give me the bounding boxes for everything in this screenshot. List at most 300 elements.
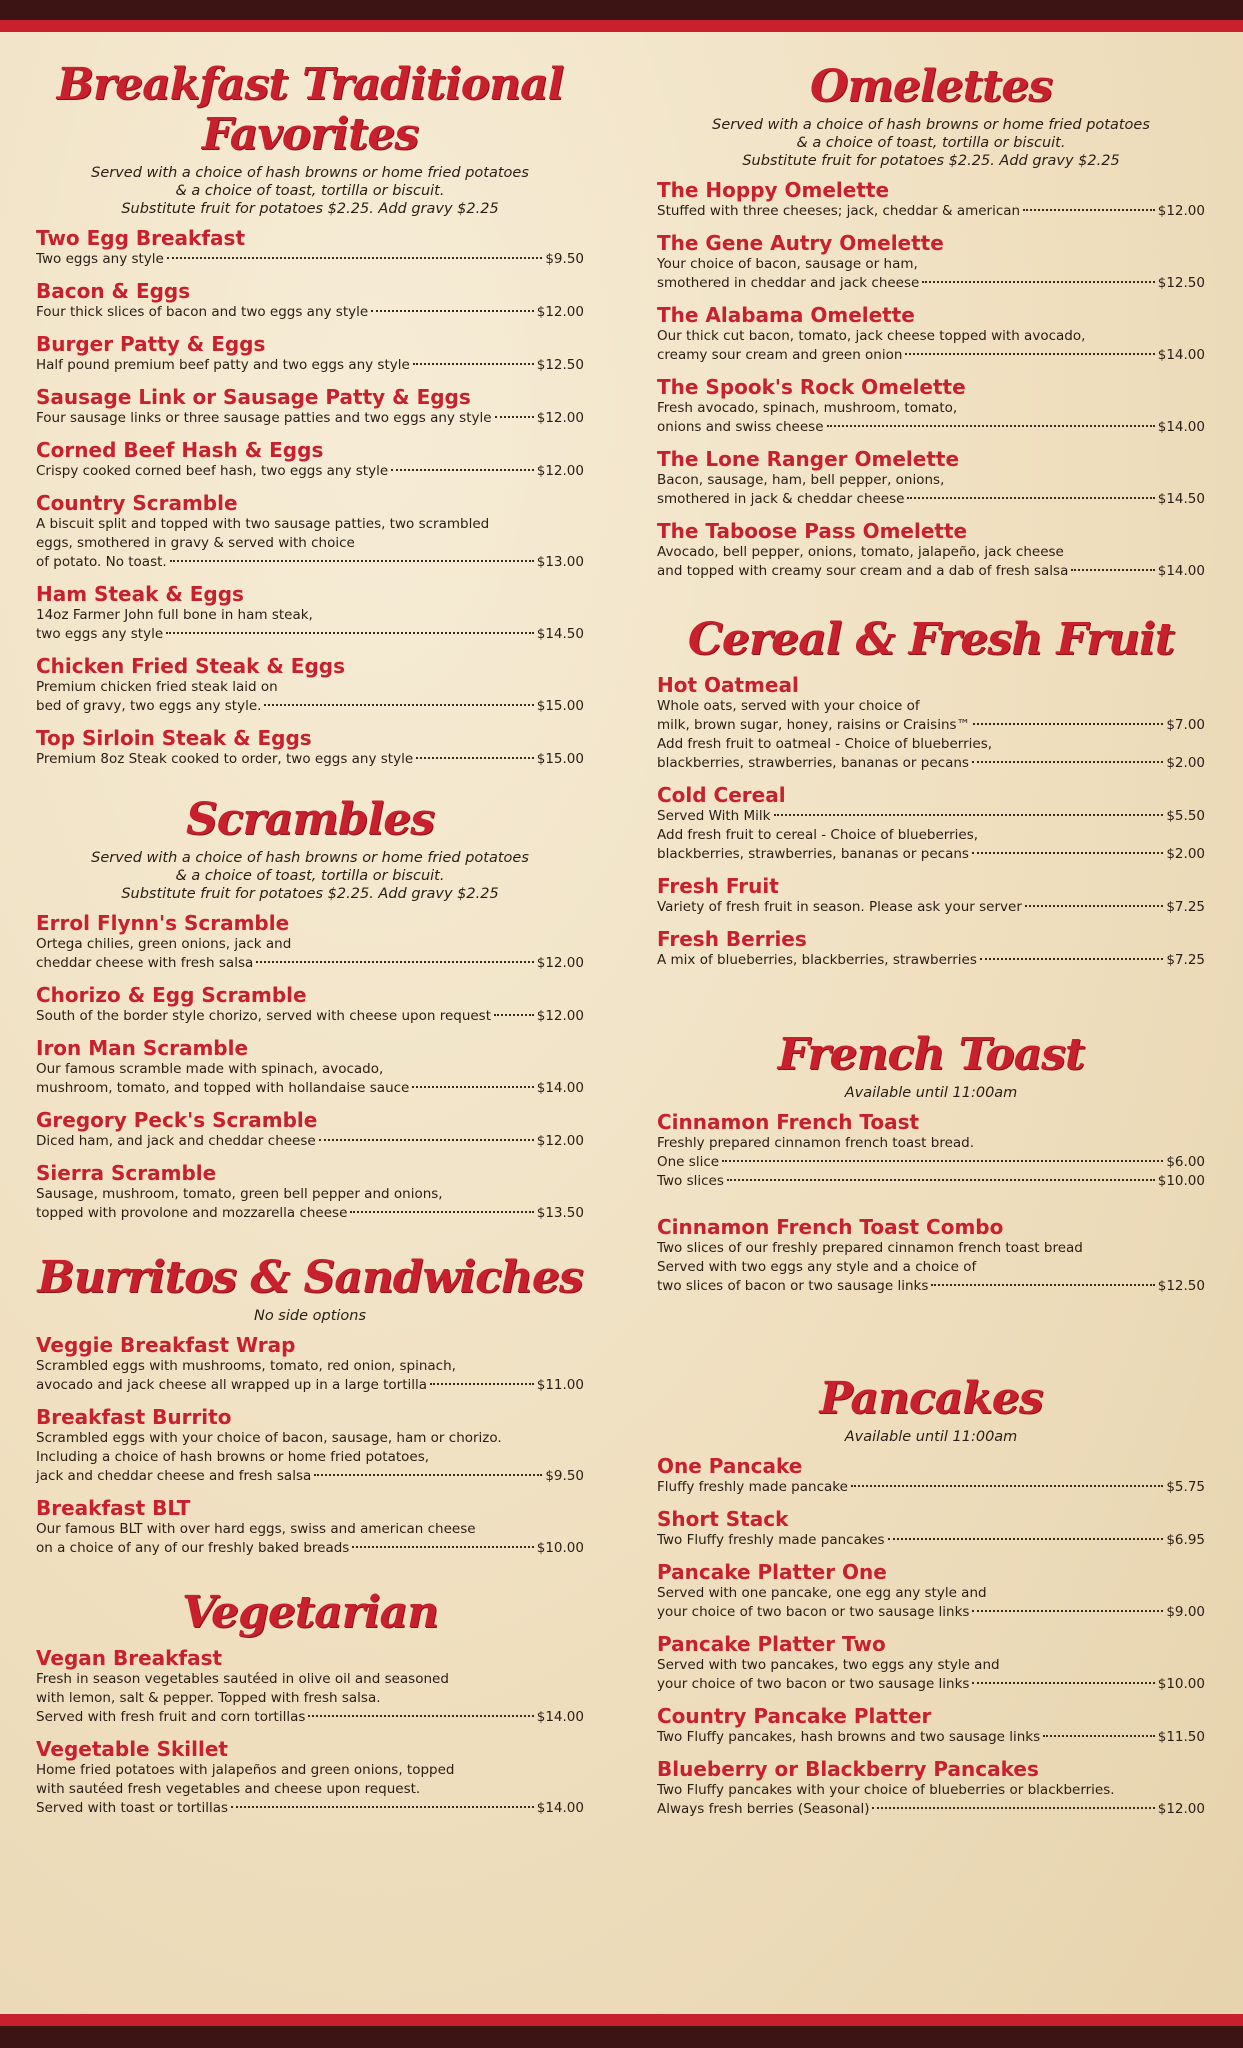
section-title: Pancakes [819, 1373, 1043, 1424]
item-description: smothered in cheddar and jack cheese [657, 275, 920, 291]
item-price: $12.50 [1157, 275, 1205, 291]
item-description-line [657, 826, 1205, 845]
item-description: with lemon, salt & pepper. Topped with fresh salsa. [36, 1690, 381, 1706]
item-description-line [36, 954, 584, 973]
dot-leader [308, 1715, 533, 1717]
item-description-line [657, 697, 1205, 716]
item-description-line [36, 678, 584, 697]
item-name: Chicken Fried Steak & Eggs [36, 654, 345, 678]
item-description-line [36, 1780, 584, 1799]
item-description: mushroom, tomato, and topped with hollandaise sauce [36, 1080, 410, 1096]
item-price: $6.95 [1166, 1532, 1205, 1548]
item-description-line [657, 1728, 1205, 1747]
item-description-line [36, 1185, 584, 1204]
menu-section-cereal [657, 615, 1205, 970]
menu-item [36, 385, 584, 428]
item-name: Breakfast BLT [36, 1496, 191, 1520]
item-description: Two slices [657, 1173, 724, 1189]
dot-leader [851, 1485, 1163, 1487]
item-description: two slices of bacon or two sausage links [657, 1278, 929, 1294]
menu-section-vegetarian [36, 1588, 584, 1818]
top-red-stripe [0, 20, 1243, 32]
item-name: Bacon & Eggs [36, 279, 191, 303]
item-name: Fresh Fruit [657, 874, 779, 898]
item-name: Gregory Peck's Scramble [36, 1108, 318, 1132]
menu-column-right [657, 32, 1205, 1829]
item-description: two eggs any style [36, 626, 164, 642]
item-price: $12.00 [536, 304, 584, 320]
item-description: Two Fluffy pancakes with your choice of blueberries or blackberries. [657, 1782, 1115, 1798]
menu-item [657, 783, 1205, 864]
dot-leader [972, 852, 1163, 854]
item-name: Sierra Scramble [36, 1161, 217, 1185]
menu-item [657, 303, 1205, 365]
item-price: $14.00 [536, 1080, 584, 1096]
menu-item [36, 279, 584, 322]
menu-item [657, 178, 1205, 221]
item-description-line [36, 1376, 584, 1395]
menu-section-burritos [36, 1253, 584, 1558]
item-description: A biscuit split and topped with two sausage patties, two scrambled [36, 516, 490, 532]
item-name: Vegan Breakfast [36, 1646, 223, 1670]
item-description-line [657, 255, 1205, 274]
item-name: The Spook's Rock Omelette [657, 375, 966, 399]
item-price: $10.00 [1157, 1173, 1205, 1189]
item-price: $2.00 [1166, 846, 1205, 862]
item-price: $10.00 [1157, 1676, 1205, 1692]
item-description-line [657, 327, 1205, 346]
dot-leader [722, 1160, 1163, 1162]
item-price: $13.50 [536, 1205, 584, 1221]
item-description-line [36, 1520, 584, 1539]
item-description-line [36, 1060, 584, 1079]
menu-item [657, 1215, 1205, 1296]
item-price: $12.00 [536, 410, 584, 426]
dot-leader [350, 1211, 533, 1213]
menu-item [657, 927, 1205, 970]
item-description-line [36, 1467, 584, 1486]
item-price: $14.00 [1157, 419, 1205, 435]
item-description-line [36, 1079, 584, 1098]
bottom-red-stripe [0, 2014, 1243, 2026]
item-description: Your choice of bacon, sausage or ham, [657, 256, 918, 272]
menu-item [36, 438, 584, 481]
dot-leader [264, 704, 533, 706]
item-name: Hot Oatmeal [657, 673, 799, 697]
item-description: Two Fluffy freshly made pancakes [657, 1532, 885, 1548]
menu-item [657, 447, 1205, 509]
item-price: $14.00 [536, 1800, 584, 1816]
menu-item [36, 332, 584, 375]
item-description: blackberries, strawberries, bananas or pecans [657, 846, 969, 862]
item-name: Cinnamon French Toast Combo [657, 1215, 1004, 1239]
item-description: Two eggs any style [36, 251, 164, 267]
item-description-line [36, 1761, 584, 1780]
dot-leader [774, 814, 1164, 816]
menu-item [36, 1333, 584, 1395]
item-name: The Alabama Omelette [657, 303, 915, 327]
item-description-line [657, 1656, 1205, 1675]
menu-items-list [36, 1646, 584, 1818]
item-description-line [36, 1799, 584, 1818]
item-description: Fresh avocado, spinach, mushroom, tomato, [657, 400, 958, 416]
item-description: onions and swiss cheese [657, 419, 824, 435]
item-description-line [657, 1531, 1205, 1550]
dot-leader [905, 353, 1154, 355]
item-description-line [657, 735, 1205, 754]
menu-item [36, 491, 584, 572]
item-description: Served with two pancakes, two eggs any style and [657, 1657, 1000, 1673]
item-price: $15.00 [536, 751, 584, 767]
item-price: $14.50 [536, 626, 584, 642]
item-description: jack and cheddar cheese and fresh salsa [36, 1468, 312, 1484]
item-description-line [657, 399, 1205, 418]
item-description: Avocado, bell pepper, onions, tomato, jalapeño, jack cheese [657, 544, 1064, 560]
item-description-line [657, 1277, 1205, 1296]
section-note: Served with a choice of hash browns or home fried potatoes & a choice of toast, tortilla or biscuit. Substitute fruit for potatoes $2.25. Add gravy $2.25 [91, 850, 529, 902]
menu-item [657, 874, 1205, 917]
item-description-line [657, 1584, 1205, 1603]
item-name: Chorizo & Egg Scramble [36, 983, 307, 1007]
item-description-line [657, 346, 1205, 365]
item-description-line [657, 1258, 1205, 1277]
dot-leader [371, 310, 534, 312]
item-description-line [36, 1689, 584, 1708]
item-description: Two Fluffy pancakes, hash browns and two sausage links [657, 1729, 1041, 1745]
item-name: Errol Flynn's Scramble [36, 911, 290, 935]
item-price: $12.50 [1157, 1278, 1205, 1294]
menu-item [36, 654, 584, 716]
item-description-line [36, 356, 584, 375]
item-description-line [657, 562, 1205, 581]
item-description: Bacon, sausage, ham, bell pepper, onions, [657, 472, 945, 488]
item-description: Stuffed with three cheeses; jack, cheddar & american [657, 203, 1021, 219]
item-description: Four sausage links or three sausage patties and two eggs any style [36, 410, 492, 426]
menu-item [657, 1454, 1205, 1497]
item-description: Scrambled eggs with mushrooms, tomato, red onion, spinach, [36, 1358, 456, 1374]
menu-section-pancakes [657, 1374, 1205, 1819]
item-price: $11.00 [536, 1377, 584, 1393]
menu-item [657, 673, 1205, 773]
menu-item [657, 1560, 1205, 1622]
menu-section-scrambles [36, 795, 584, 1223]
dot-leader [1043, 1735, 1155, 1737]
menu-item [36, 1108, 584, 1151]
item-description: your choice of two bacon or two sausage links [657, 1676, 970, 1692]
item-description: Home fried potatoes with jalapeños and green onions, topped [36, 1762, 455, 1778]
item-description: Freshly prepared cinnamon french toast bread. [657, 1135, 975, 1151]
item-description-line [36, 303, 584, 322]
item-name: The Lone Ranger Omelette [657, 447, 960, 471]
item-name: Vegetable Skillet [36, 1737, 228, 1761]
item-description: Whole oats, served with your choice of [657, 698, 920, 714]
item-price: $5.75 [1166, 1479, 1205, 1495]
section-title: Vegetarian [181, 1587, 439, 1638]
item-price: $10.00 [536, 1540, 584, 1556]
item-name: Cinnamon French Toast [657, 1110, 920, 1134]
item-name: Pancake Platter One [657, 1560, 887, 1584]
item-description: Premium chicken fried steak laid on [36, 679, 278, 695]
item-description-line [657, 807, 1205, 826]
item-price: $7.00 [1166, 717, 1205, 733]
item-description: Served with two eggs any style and a choice of [657, 1259, 977, 1275]
item-description: bed of gravy, two eggs any style. [36, 698, 262, 714]
item-description-line [36, 1357, 584, 1376]
menu-item [36, 726, 584, 769]
menu-items-list [657, 1110, 1205, 1296]
section-note: Served with a choice of hash browns or home fried potatoes & a choice of toast, tortilla or biscuit. Substitute fruit for potatoes $2.25. Add gravy $2.25 [712, 117, 1150, 169]
item-description-line [36, 1429, 584, 1448]
dot-leader [495, 416, 534, 418]
menu-item [657, 1632, 1205, 1694]
item-description-line [657, 1781, 1205, 1800]
menu-items-list [36, 226, 584, 769]
item-description-line [657, 543, 1205, 562]
dot-leader [1071, 569, 1154, 571]
item-description-line [36, 462, 584, 481]
dot-leader [494, 1014, 534, 1016]
item-description: Always fresh berries (Seasonal) [657, 1801, 870, 1817]
item-name: Ham Steak & Eggs [36, 582, 244, 606]
section-title: Breakfast Traditional Favorites [56, 59, 564, 160]
item-description: 14oz Farmer John full bone in ham steak, [36, 607, 313, 623]
bottom-dark-band [0, 2026, 1243, 2048]
item-description-line [36, 935, 584, 954]
item-name: The Gene Autry Omelette [657, 231, 944, 255]
section-note: Available until 11:00am [844, 1085, 1018, 1101]
dot-leader [922, 281, 1154, 283]
item-description: Served With Milk [657, 808, 771, 824]
dot-leader [167, 257, 542, 259]
dot-leader [931, 1284, 1154, 1286]
item-description-line [657, 1800, 1205, 1819]
menu-items-list [36, 911, 584, 1223]
dot-leader [972, 1610, 1163, 1612]
menu-item [657, 1110, 1205, 1191]
item-description: blackberries, strawberries, bananas or pecans [657, 755, 969, 771]
item-price: $9.50 [545, 1468, 584, 1484]
item-name: Country Pancake Platter [657, 1704, 932, 1728]
item-price: $12.00 [536, 1008, 584, 1024]
item-description-line [657, 1172, 1205, 1191]
dot-leader [888, 1538, 1164, 1540]
item-name: Fresh Berries [657, 927, 807, 951]
menu-item [657, 1507, 1205, 1550]
item-name: Corned Beef Hash & Eggs [36, 438, 324, 462]
section-note: Available until 11:00am [844, 1429, 1018, 1445]
item-description-line [36, 534, 584, 553]
item-description-line [657, 471, 1205, 490]
item-price: $7.25 [1166, 899, 1205, 915]
item-description: Half pound premium beef patty and two eggs any style [36, 357, 410, 373]
dot-leader [872, 1807, 1154, 1809]
item-description-line [657, 1153, 1205, 1172]
menu-item [36, 1646, 584, 1727]
item-price: $14.50 [1157, 491, 1205, 507]
item-description: Diced ham, and jack and cheddar cheese [36, 1133, 316, 1149]
item-name: Country Scramble [36, 491, 238, 515]
item-description: Four thick slices of bacon and two eggs any style [36, 304, 369, 320]
item-description: with sautéed fresh vegetables and cheese upon request. [36, 1781, 421, 1797]
item-description-line [36, 1708, 584, 1727]
menu-section-french-toast [657, 1030, 1205, 1296]
item-description-line [657, 845, 1205, 864]
item-description: Sausage, mushroom, tomato, green bell pepper and onions, [36, 1186, 443, 1202]
item-description-line [36, 1204, 584, 1223]
item-description-line [36, 625, 584, 644]
menu-item [657, 1757, 1205, 1819]
dot-leader [170, 560, 534, 562]
menu-item [36, 1161, 584, 1223]
item-name: Pancake Platter Two [657, 1632, 886, 1656]
item-description: your choice of two bacon or two sausage links [657, 1604, 970, 1620]
menu-section-omelettes [657, 62, 1205, 581]
dot-leader [972, 761, 1163, 763]
menu-item [657, 231, 1205, 293]
item-description-line [36, 1448, 584, 1467]
item-description: Add fresh fruit to oatmeal - Choice of blueberries, [657, 736, 993, 752]
section-title: French Toast [777, 1029, 1085, 1080]
item-price: $11.50 [1157, 1729, 1205, 1745]
section-title: Cereal & Fresh Fruit [687, 614, 1175, 665]
item-description-line [36, 1007, 584, 1026]
menu-item [36, 911, 584, 973]
item-description: on a choice of any of our freshly baked breads [36, 1540, 350, 1556]
item-price: $13.00 [536, 554, 584, 570]
item-description: Variety of fresh fruit in season. Please ask your server [657, 899, 1022, 915]
item-description-line [657, 1239, 1205, 1258]
dot-leader [391, 469, 534, 471]
item-description: Ortega chilies, green onions, jack and [36, 936, 292, 952]
menu-item [36, 582, 584, 644]
section-note: Served with a choice of hash browns or home fried potatoes & a choice of toast, tortilla or biscuit. Substitute fruit for potatoes $2.25. Add gravy $2.25 [91, 165, 529, 217]
item-description-line [36, 250, 584, 269]
menu-item [36, 1036, 584, 1098]
section-title: Scrambles [185, 794, 435, 845]
item-name: Two Egg Breakfast [36, 226, 246, 250]
item-description: Including a choice of hash browns or home fried potatoes, [36, 1449, 430, 1465]
item-description: A mix of blueberries, blackberries, strawberries [657, 952, 977, 968]
dot-leader [973, 723, 1163, 725]
item-price: $12.00 [1157, 203, 1205, 219]
item-price: $12.00 [536, 463, 584, 479]
item-price: $14.00 [1157, 563, 1205, 579]
item-price: $5.50 [1166, 808, 1205, 824]
menu-items-list [36, 1333, 584, 1558]
item-description: eggs, smothered in gravy & served with choice [36, 535, 355, 551]
item-name: Breakfast Burrito [36, 1405, 232, 1429]
item-description: South of the border style chorizo, served with cheese upon request [36, 1008, 492, 1024]
item-description-line [36, 515, 584, 534]
item-name: Blueberry or Blackberry Pancakes [657, 1757, 1039, 1781]
item-price: $2.00 [1166, 755, 1205, 771]
item-description-line [657, 490, 1205, 509]
item-description-line [657, 951, 1205, 970]
top-dark-band [0, 0, 1243, 20]
item-description: Two slices of our freshly prepared cinnamon french toast bread [657, 1240, 1083, 1256]
item-price: $6.00 [1166, 1154, 1205, 1170]
item-description: milk, brown sugar, honey, raisins or Craisins™ [657, 717, 971, 733]
item-description: topped with provolone and mozzarella cheese [36, 1205, 348, 1221]
item-description-line [657, 418, 1205, 437]
item-description-line [657, 1603, 1205, 1622]
item-description-line [36, 697, 584, 716]
menu-items-list [657, 673, 1205, 970]
menu-item [36, 983, 584, 1026]
item-name: Short Stack [657, 1507, 789, 1531]
item-description: Our famous scramble made with spinach, avocado, [36, 1061, 384, 1077]
item-description-line [36, 409, 584, 428]
item-description: Our famous BLT with over hard eggs, swiss and american cheese [36, 1521, 476, 1537]
item-price: $7.25 [1166, 952, 1205, 968]
item-description: creamy sour cream and green onion [657, 347, 903, 363]
item-price: $14.00 [536, 1709, 584, 1725]
item-description: Fluffy freshly made pancake [657, 1479, 848, 1495]
item-description: Served with one pancake, one egg any style and [657, 1585, 987, 1601]
item-description-line [36, 1670, 584, 1689]
section-title: Burritos & Sandwiches [37, 1252, 583, 1303]
item-description-line [657, 202, 1205, 221]
item-name: Sausage Link or Sausage Patty & Eggs [36, 385, 471, 409]
dot-leader [1023, 209, 1155, 211]
item-description: Add fresh fruit to cereal - Choice of blueberries, [657, 827, 979, 843]
item-price: $12.00 [536, 955, 584, 971]
item-description: Served with fresh fruit and corn tortillas [36, 1709, 306, 1725]
item-price: $12.00 [1157, 1801, 1205, 1817]
item-description-line [657, 716, 1205, 735]
dot-leader [166, 632, 534, 634]
item-description: Served with toast or tortillas [36, 1800, 229, 1816]
item-description-line [36, 553, 584, 572]
dot-leader [907, 497, 1154, 499]
item-name: The Taboose Pass Omelette [657, 519, 968, 543]
item-description-line [657, 898, 1205, 917]
dot-leader [412, 1086, 533, 1088]
dot-leader [980, 958, 1163, 960]
item-description: Crispy cooked corned beef hash, two eggs any style [36, 463, 389, 479]
item-description: cheddar cheese with fresh salsa [36, 955, 254, 971]
item-description-line [657, 754, 1205, 773]
item-name: Top Sirloin Steak & Eggs [36, 726, 312, 750]
dot-leader [827, 425, 1155, 427]
dot-leader [256, 961, 534, 963]
section-title: Omelettes [809, 61, 1052, 112]
menu-item [36, 226, 584, 269]
item-name: Iron Man Scramble [36, 1036, 249, 1060]
dot-leader [727, 1179, 1155, 1181]
item-description: and topped with creamy sour cream and a dab of fresh salsa [657, 563, 1069, 579]
dot-leader [430, 1383, 534, 1385]
dot-leader [319, 1139, 534, 1141]
dot-leader [231, 1806, 534, 1808]
menu-column-left [36, 32, 584, 1828]
item-price: $9.00 [1166, 1604, 1205, 1620]
dot-leader [972, 1682, 1154, 1684]
item-description: Fresh in season vegetables sautéed in olive oil and seasoned [36, 1671, 449, 1687]
item-name: One Pancake [657, 1454, 803, 1478]
menu-item [657, 519, 1205, 581]
item-name: The Hoppy Omelette [657, 178, 890, 202]
item-description: smothered in jack & cheddar cheese [657, 491, 905, 507]
menu-section-breakfast [36, 60, 584, 769]
item-description-line [657, 1675, 1205, 1694]
section-note: No side options [253, 1308, 367, 1324]
dot-leader [1025, 905, 1163, 907]
dot-leader [416, 757, 534, 759]
item-description: avocado and jack cheese all wrapped up in a large tortilla [36, 1377, 428, 1393]
item-description-line [36, 750, 584, 769]
item-description: One slice [657, 1154, 720, 1170]
